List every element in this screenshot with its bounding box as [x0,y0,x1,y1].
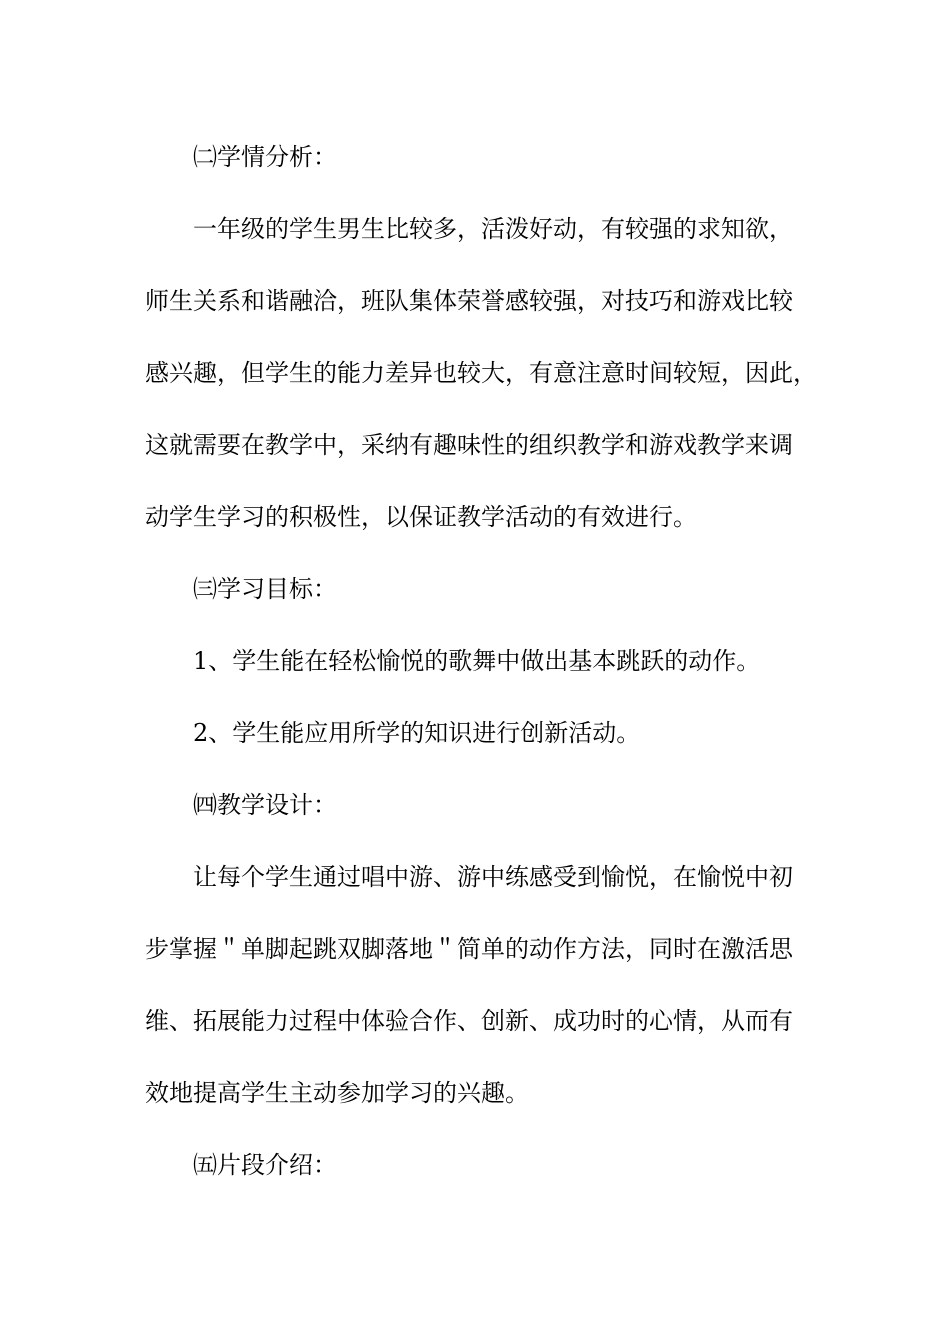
paragraph-line: 感兴趣，但学生的能力差异也较大，有意注意时间较短，因此， [145,359,817,387]
paragraph-line: 一年级的学生男生比较多，活泼好动，有较强的求知欲， [193,215,793,243]
paragraph-line: 让每个学生通过唱中游、游中练感受到愉悦，在愉悦中初 [193,863,793,891]
paragraph-line: 维、拓展能力过程中体验合作、创新、成功时的心情，从而有 [145,1007,793,1035]
paragraph-line: 动学生学习的积极性，以保证教学活动的有效进行。 [145,503,697,531]
paragraph-line: 这就需要在教学中，采纳有趣味性的组织教学和游戏教学来调 [145,431,793,459]
heading-learning-analysis: ㈡学情分析： [193,143,337,171]
paragraph-line: 效地提高学生主动参加学习的兴趣。 [145,1079,529,1107]
goal-item-2: 2、学生能应用所学的知识进行创新活动。 [193,719,641,747]
paragraph-line: 步掌握＂单脚起跳双脚落地＂简单的动作方法，同时在激活思 [145,935,793,963]
heading-segment-intro: ㈤片段介绍： [193,1151,337,1179]
paragraph-line: 师生关系和谐融洽，班队集体荣誉感较强，对技巧和游戏比较 [145,287,793,315]
heading-learning-goals: ㈢学习目标： [193,575,337,603]
heading-teaching-design: ㈣教学设计： [193,791,337,819]
goal-item-1: 1、学生能在轻松愉悦的歌舞中做出基本跳跃的动作。 [193,647,761,675]
